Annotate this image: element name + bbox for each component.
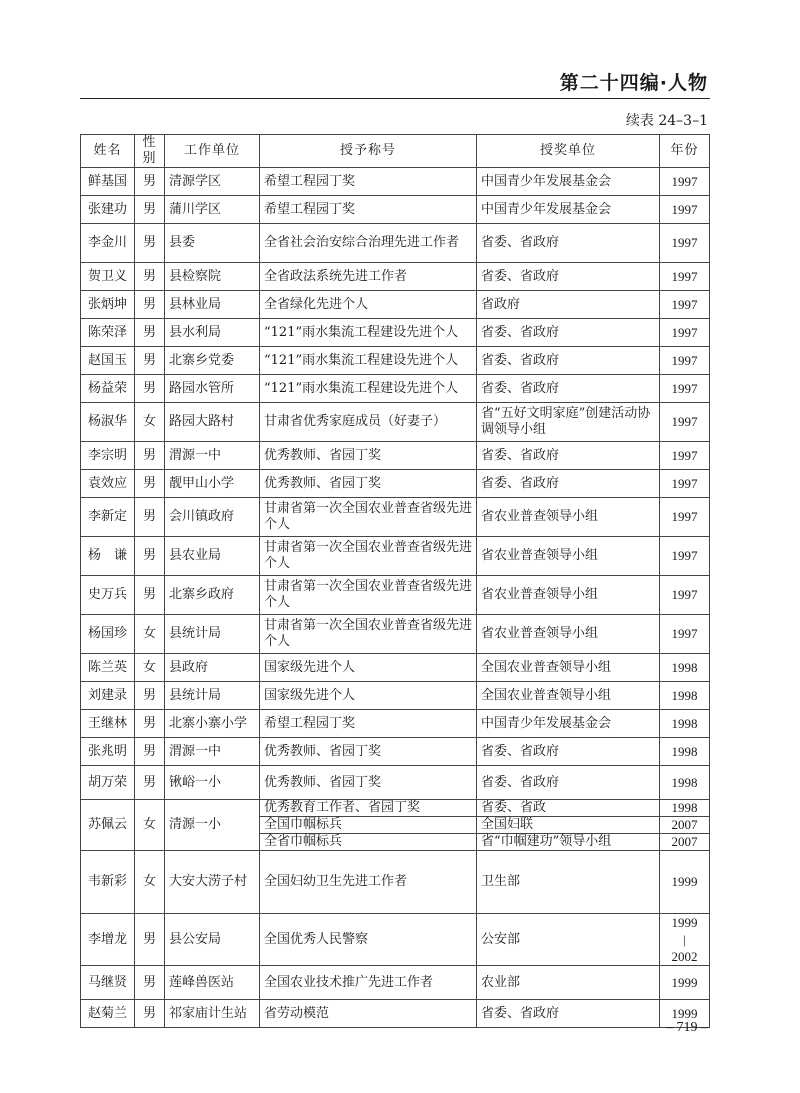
cell-sex: 男 (135, 224, 165, 263)
cell-awarder: 全国妇联 (477, 817, 660, 834)
table-row (81, 1000, 710, 1028)
cell-title: 希望工程园丁奖 (260, 168, 477, 196)
year-range-part: 1999 (671, 915, 698, 930)
cell-name: 陈荣泽 (81, 319, 135, 347)
cell-unit: 县统计局 (165, 682, 260, 710)
year-range-part: | (683, 932, 686, 947)
header-rule (80, 98, 710, 99)
cell-year: 1999 (660, 1000, 710, 1028)
cell-year: 1998 (660, 682, 710, 710)
cell-sex: 女 (135, 403, 165, 442)
cell-unit: 蒲川学区 (165, 196, 260, 224)
cell-unit: 北寨小寨小学 (165, 710, 260, 738)
cell-unit: 县检察院 (165, 263, 260, 291)
cell-year: 1997 (660, 319, 710, 347)
cell-title: 优秀教育工作者、省园丁奖 (260, 800, 477, 817)
table-row (81, 196, 710, 224)
cell-sex: 男 (135, 168, 165, 196)
cell-title: 国家级先进个人 (260, 682, 477, 710)
cell-unit: 锹峪一小 (165, 766, 260, 800)
cell-awarder: 省农业普查领导小组 (477, 615, 660, 654)
cell-year (660, 914, 710, 966)
cell-sex: 男 (135, 738, 165, 766)
cell-awarder: 省委、省政府 (477, 263, 660, 291)
table-row (81, 766, 710, 800)
cell-unit: 渭源一中 (165, 442, 260, 470)
table-caption: 续表 24–3–1 (625, 113, 708, 129)
cell-name: 韦新彩 (81, 851, 135, 914)
cell-name: 李新定 (81, 498, 135, 537)
cell-sex: 女 (135, 800, 165, 851)
cell-awarder: 省委、省政府 (477, 1000, 660, 1028)
table-row (81, 851, 710, 914)
table-row (81, 654, 710, 682)
cell-unit: 渭源一中 (165, 738, 260, 766)
cell-unit: 北寨乡政府 (165, 576, 260, 615)
table-body (81, 168, 710, 1028)
cell-sex: 男 (135, 537, 165, 576)
cell-title: “121”雨水集流工程建设先进个人 (260, 319, 477, 347)
cell-name: 李金川 (81, 224, 135, 263)
cell-awarder: 中国青少年发展基金会 (477, 710, 660, 738)
cell-year: 1997 (660, 168, 710, 196)
cell-awarder: 省委、省政府 (477, 766, 660, 800)
cell-sex: 男 (135, 263, 165, 291)
chapter-header: 第二十四编·人物 (559, 72, 708, 94)
cell-unit: 北寨乡党委 (165, 347, 260, 375)
cell-awarder: 省农业普查领导小组 (477, 498, 660, 537)
table-row (81, 224, 710, 263)
cell-sex: 男 (135, 291, 165, 319)
cell-year: 1997 (660, 224, 710, 263)
cell-sex: 女 (135, 851, 165, 914)
cell-name: 贺卫义 (81, 263, 135, 291)
cell-name: 杨益荣 (81, 375, 135, 403)
cell-unit: 祁家庙计生站 (165, 1000, 260, 1028)
cell-unit: 清源学区 (165, 168, 260, 196)
cell-name: 杨国珍 (81, 615, 135, 654)
cell-unit: 县林业局 (165, 291, 260, 319)
cell-awarder: 省委、省政府 (477, 442, 660, 470)
cell-unit: 路园大路村 (165, 403, 260, 442)
cell-name: 王继林 (81, 710, 135, 738)
cell-unit: 清源一小 (165, 800, 260, 851)
cell-unit: 路园水管所 (165, 375, 260, 403)
cell-sex: 男 (135, 442, 165, 470)
cell-sex: 男 (135, 375, 165, 403)
cell-unit: 大安大涝子村 (165, 851, 260, 914)
cell-sex: 男 (135, 766, 165, 800)
cell-name: 苏佩云 (81, 800, 135, 851)
cell-name: 李增龙 (81, 914, 135, 966)
cell-awarder: 省委、省政府 (477, 375, 660, 403)
cell-sex: 男 (135, 966, 165, 1000)
cell-name: 张兆明 (81, 738, 135, 766)
cell-name: 陈兰英 (81, 654, 135, 682)
cell-awarder: 省农业普查领导小组 (477, 576, 660, 615)
cell-awarder: 省委、省政府 (477, 470, 660, 498)
cell-sex: 男 (135, 470, 165, 498)
cell-title: 希望工程园丁奖 (260, 710, 477, 738)
cell-awarder: 全国农业普查领导小组 (477, 654, 660, 682)
cell-awarder: 省农业普查领导小组 (477, 537, 660, 576)
table-row (81, 738, 710, 766)
cell-year: 1997 (660, 403, 710, 442)
cell-awarder: 省委、省政府 (477, 738, 660, 766)
cell-name: 史万兵 (81, 576, 135, 615)
table-row (81, 291, 710, 319)
cell-sex: 男 (135, 1000, 165, 1028)
page-number: – 719 – (666, 1020, 708, 1035)
cell-unit: 靓甲山小学 (165, 470, 260, 498)
cell-title: “121”雨水集流工程建设先进个人 (260, 347, 477, 375)
cell-unit: 莲峰兽医站 (165, 966, 260, 1000)
cell-awarder: 省委、省政 (477, 800, 660, 817)
cell-year: 1997 (660, 196, 710, 224)
cell-title: 全国农业技术推广先进工作者 (260, 966, 477, 1000)
cell-year: 1997 (660, 576, 710, 615)
cell-name: 赵国玉 (81, 347, 135, 375)
cell-title: 全国巾帼标兵 (260, 817, 477, 834)
cell-name: 赵菊兰 (81, 1000, 135, 1028)
table-row (81, 710, 710, 738)
cell-title: 甘肃省第一次全国农业普查省级先进个人 (260, 615, 477, 654)
cell-awarder: 省委、省政府 (477, 347, 660, 375)
table-row (81, 442, 710, 470)
year-range-part: 2002 (671, 949, 698, 964)
cell-name: 杨淑华 (81, 403, 135, 442)
column-header-awarder: 授奖单位 (477, 135, 660, 168)
table-row (81, 470, 710, 498)
cell-title: 全省绿化先进个人 (260, 291, 477, 319)
cell-year: 1997 (660, 263, 710, 291)
cell-name: 马继贤 (81, 966, 135, 1000)
table-row (81, 375, 710, 403)
table-row (81, 403, 710, 442)
cell-unit: 县委 (165, 224, 260, 263)
cell-title: 全省社会治安综合治理先进工作者 (260, 224, 477, 263)
cell-year: 1998 (660, 738, 710, 766)
table-row (81, 168, 710, 196)
cell-sex: 男 (135, 498, 165, 537)
table-row (81, 498, 710, 537)
cell-year: 1998 (660, 710, 710, 738)
cell-sex: 男 (135, 196, 165, 224)
table-row (81, 263, 710, 291)
cell-awarder: 卫生部 (477, 851, 660, 914)
cell-unit: 县统计局 (165, 615, 260, 654)
cell-title: 全省巾帼标兵 (260, 834, 477, 851)
cell-awarder: 全国农业普查领导小组 (477, 682, 660, 710)
table-row (81, 800, 710, 817)
column-header-name: 姓名 (81, 135, 135, 168)
cell-name: 张炳坤 (81, 291, 135, 319)
cell-unit: 县农业局 (165, 537, 260, 576)
cell-awarder: 省“五好文明家庭”创建活动协调领导小组 (477, 403, 660, 442)
cell-unit: 县水利局 (165, 319, 260, 347)
cell-sex: 男 (135, 576, 165, 615)
table-row (81, 615, 710, 654)
cell-year: 1997 (660, 537, 710, 576)
cell-sex: 男 (135, 682, 165, 710)
cell-name: 刘建录 (81, 682, 135, 710)
table-row (81, 966, 710, 1000)
cell-year: 1997 (660, 347, 710, 375)
cell-year: 1997 (660, 615, 710, 654)
cell-year: 1997 (660, 442, 710, 470)
table-header-row (81, 135, 710, 168)
table-row (81, 576, 710, 615)
cell-awarder: 中国青少年发展基金会 (477, 168, 660, 196)
cell-sex: 男 (135, 319, 165, 347)
cell-unit: 县公安局 (165, 914, 260, 966)
cell-year: 2007 (660, 834, 710, 851)
cell-awarder: 省委、省政府 (477, 319, 660, 347)
cell-awarder: 农业部 (477, 966, 660, 1000)
cell-name: 鲜基国 (81, 168, 135, 196)
cell-name: 张建功 (81, 196, 135, 224)
cell-year: 1997 (660, 470, 710, 498)
cell-year: 1997 (660, 375, 710, 403)
year-range (664, 914, 705, 965)
cell-title: 全国妇幼卫生先进工作者 (260, 851, 477, 914)
cell-title: 优秀教师、省园丁奖 (260, 442, 477, 470)
cell-sex: 男 (135, 710, 165, 738)
cell-title: 优秀教师、省园丁奖 (260, 766, 477, 800)
cell-year: 1998 (660, 654, 710, 682)
cell-year: 2007 (660, 817, 710, 834)
column-header-year: 年份 (660, 135, 710, 168)
table-row (81, 347, 710, 375)
cell-title: 全省政法系统先进工作者 (260, 263, 477, 291)
cell-year: 1999 (660, 966, 710, 1000)
cell-name: 胡万荣 (81, 766, 135, 800)
cell-title: 优秀教师、省园丁奖 (260, 738, 477, 766)
cell-title: 甘肃省优秀家庭成员（好妻子） (260, 403, 477, 442)
table-row (81, 682, 710, 710)
cell-name: 杨 谦 (81, 537, 135, 576)
cell-name: 李宗明 (81, 442, 135, 470)
table-row (81, 537, 710, 576)
column-header-title: 授予称号 (260, 135, 477, 168)
cell-title: 希望工程园丁奖 (260, 196, 477, 224)
cell-name: 袁效应 (81, 470, 135, 498)
cell-awarder: 省委、省政府 (477, 224, 660, 263)
cell-unit: 县政府 (165, 654, 260, 682)
cell-awarder: 中国青少年发展基金会 (477, 196, 660, 224)
cell-awarder: 公安部 (477, 914, 660, 966)
column-header-unit: 工作单位 (165, 135, 260, 168)
cell-awarder: 省政府 (477, 291, 660, 319)
cell-title: “121”雨水集流工程建设先进个人 (260, 375, 477, 403)
cell-sex: 男 (135, 914, 165, 966)
cell-title: 国家级先进个人 (260, 654, 477, 682)
column-header-sex: 性别 (135, 135, 165, 168)
cell-year: 1997 (660, 498, 710, 537)
cell-title: 甘肃省第一次全国农业普查省级先进个人 (260, 498, 477, 537)
cell-title: 甘肃省第一次全国农业普查省级先进个人 (260, 537, 477, 576)
cell-title: 优秀教师、省园丁奖 (260, 470, 477, 498)
cell-sex: 女 (135, 654, 165, 682)
awards-table (80, 134, 710, 1028)
cell-sex: 男 (135, 347, 165, 375)
table-row (81, 319, 710, 347)
table-row (81, 914, 710, 966)
cell-year: 1999 (660, 851, 710, 914)
cell-awarder: 省“巾帼建功”领导小组 (477, 834, 660, 851)
cell-year: 1998 (660, 800, 710, 817)
cell-title: 全国优秀人民警察 (260, 914, 477, 966)
cell-year: 1997 (660, 291, 710, 319)
cell-year: 1998 (660, 766, 710, 800)
cell-title: 甘肃省第一次全国农业普查省级先进个人 (260, 576, 477, 615)
cell-unit: 会川镇政府 (165, 498, 260, 537)
cell-sex: 女 (135, 615, 165, 654)
cell-title: 省劳动模范 (260, 1000, 477, 1028)
